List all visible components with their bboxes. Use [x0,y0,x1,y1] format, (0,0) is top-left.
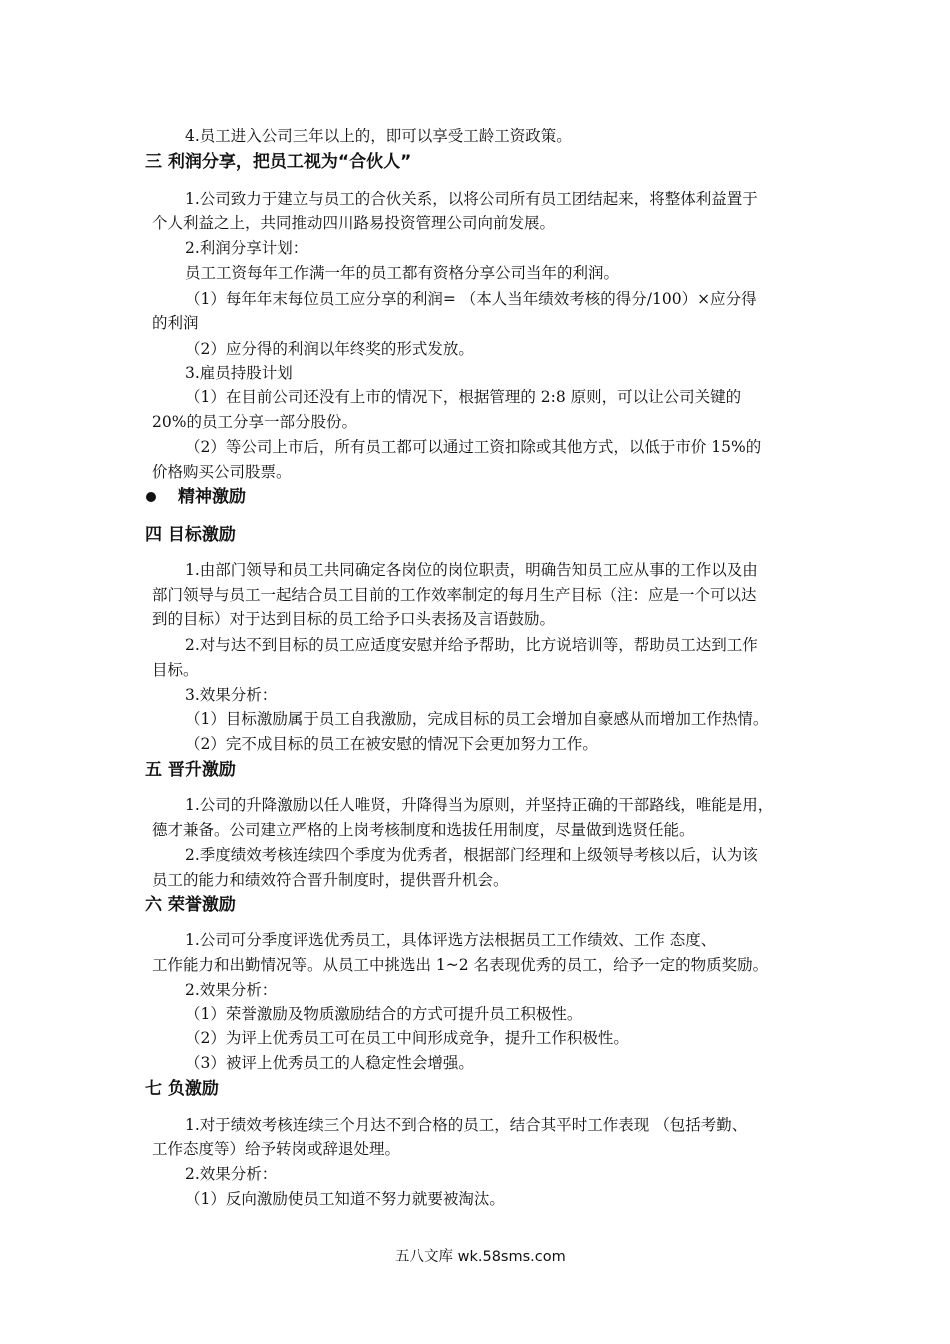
text-line: 20%的员工分享一部分股份。 [152,413,357,431]
text-line: 2.利润分享计划： [185,239,309,257]
text-line: （2）等公司上市后，所有员工都可以通过工资扣除或其他方式，以低于市价 15%的 [185,438,762,456]
text-line: 到的目标）对于达到目标的员工给予口头表扬及言语鼓励。 [152,610,556,628]
text-line: （1）在目前公司还没有上市的情况下，根据管理的 2:8 原则，可以让公司关键的 [185,388,742,406]
page-footer: 五八文库 wk.58sms.com [395,1249,566,1265]
text-line: 部门领导与员工一起结合员工目前的工作效率制定的每月生产目标（注：应是一个可以达 [152,586,757,604]
text-line: 目标。 [152,661,199,679]
text-line: 工作能力和出勤情况等。从员工中挑选出 1~2 名表现优秀的员工，给予一定的物质奖励。 [152,956,769,974]
text-line: （2）应分得的利润以年终奖的形式发放。 [185,340,474,358]
text-line: 工作态度等）给予转岗或辞退处理。 [152,1140,401,1158]
section-heading-6: 六 荣誉激励 [145,895,236,915]
text-line: 3.效果分析： [185,686,278,704]
text-line: （1）目标激励属于员工自我激励，完成目标的员工会增加自豪感从而增加工作热情。 [185,710,769,728]
text-line: 价格购买公司股票。 [152,463,292,481]
text-line: 德才兼备。公司建立严格的上岗考核制度和选拔任用制度，尽量做到选贤任能。 [152,821,695,839]
text-line: 个人利益之上，共同推动四川路易投资管理公司向前发展。 [152,214,556,232]
subheading-spiritual: 精神激励 [178,487,246,507]
text-line: 1.对于绩效考核连续三个月达不到合格的员工，结合其平时工作表现 （包括考勤、 [185,1116,748,1134]
text-line: 1.公司可分季度评选优秀员工，具体评选方法根据员工工作绩效、工作 态度、 [185,931,717,949]
text-line: 2.季度绩效考核连续四个季度为优秀者，根据部门经理和上级领导考核以后，认为该 [185,846,758,864]
section-heading-5: 五 晋升激励 [145,760,236,780]
text-line: 1.由部门领导和员工共同确定各岗位的岗位职责，明确告知员工应从事的工作以及由 [185,561,758,579]
text-line: 2.对与达不到目标的员工应适度安慰并给予帮助，比方说培训等，帮助员工达到工作 [185,636,758,654]
bullet-icon [146,492,156,502]
text-line: 2.效果分析： [185,1165,278,1183]
text-line: 1.公司致力于建立与员工的合伙关系，以将公司所有员工团结起来，将整体利益置于 [185,190,758,208]
text-line: （1）荣誉激励及物质激励结合的方式可提升员工积极性。 [185,1005,583,1023]
text-line: 员工工资每年工作满一年的员工都有资格分享公司当年的利润。 [185,264,620,282]
section-heading-3: 三 利润分享，把员工视为“合伙人” [145,152,412,172]
text-line: （2）为评上优秀员工可在员工中间形成竞争，提升工作积极性。 [185,1029,629,1047]
text-line: （1）反向激励使员工知道不努力就要被淘汰。 [185,1190,505,1208]
text-line: 2.效果分析： [185,981,278,999]
text-line: （1）每年年末每位员工应分享的利润= （本人当年绩效考核的得分/100）×应分得 [185,290,757,308]
section-heading-4: 四 目标激励 [145,525,236,545]
text-line: 3.雇员持股计划 [185,364,293,382]
section-heading-7: 七 负激励 [145,1079,219,1099]
text-line: 1.公司的升降激励以任人唯贤，升降得当为原则，并坚持正确的干部路线，唯能是用， [185,796,774,814]
text-line: （2）完不成目标的员工在被安慰的情况下会更加努力工作。 [185,735,598,753]
text-line: 4.员工进入公司三年以上的，即可以享受工龄工资政策。 [185,127,572,145]
text-line: 员工的能力和绩效符合晋升制度时，提供晋升机会。 [152,871,509,889]
text-line: （3）被评上优秀员工的人稳定性会增强。 [185,1054,474,1072]
text-line: 的利润 [152,314,199,332]
